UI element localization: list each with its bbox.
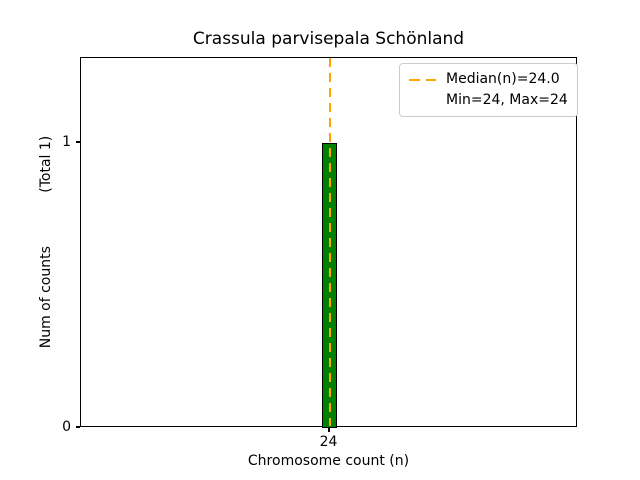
median-dashed-line-swatch xyxy=(409,79,436,81)
y-tick-label-1: 1 xyxy=(62,134,71,151)
chart-title: Crassula parvisepala Schönland xyxy=(192,29,465,49)
x-axis-label: Chromosome count (n) xyxy=(247,453,410,469)
median-line xyxy=(329,58,331,426)
empty-swatch xyxy=(409,100,436,102)
legend xyxy=(399,63,578,117)
x-tick-mark-24 xyxy=(328,428,330,432)
y-axis-label: Num of counts (Total 1) xyxy=(38,135,54,349)
legend-entry-minmax xyxy=(409,90,568,111)
legend-label-median: Median(n)=24.0 xyxy=(446,71,560,87)
y-tick-label-0: 0 xyxy=(62,419,71,435)
legend-entry-median xyxy=(409,69,568,90)
y-tick-mark-0 xyxy=(76,426,80,428)
y-tick-mark-1 xyxy=(76,141,80,143)
legend-label-minmax: Min=24, Max=24 xyxy=(446,92,568,108)
x-tick-label-24: 24 xyxy=(319,434,338,450)
